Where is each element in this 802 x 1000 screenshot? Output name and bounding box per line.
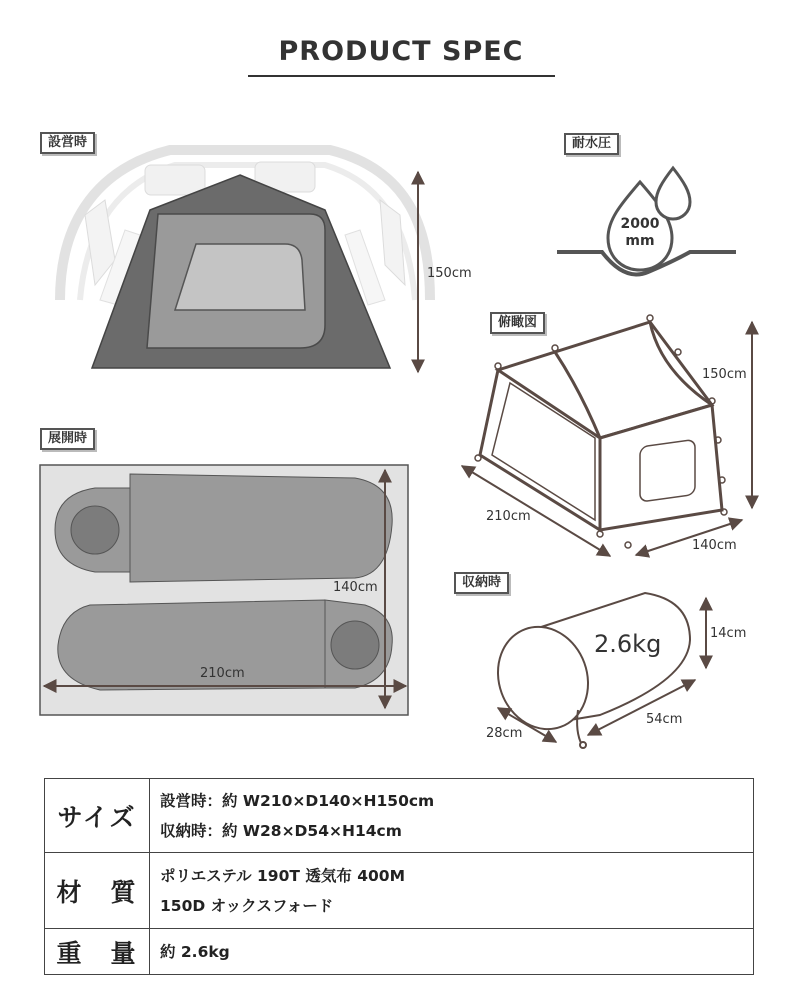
water-pressure-label bbox=[608, 216, 672, 250]
stored-height-label: 14cm bbox=[710, 626, 747, 641]
spec-weight-value bbox=[150, 929, 754, 975]
spec-weight-header: 重 量 bbox=[45, 929, 150, 975]
tag-water-pressure: 耐水圧 bbox=[564, 133, 619, 155]
spec-material-header: 材 質 bbox=[45, 853, 150, 929]
overhead-depth-label: 140cm bbox=[692, 538, 737, 553]
tag-expanded: 展開時 bbox=[40, 428, 95, 450]
spec-material-line-1: ポリエステル 190T 透気布 400M bbox=[160, 866, 406, 885]
expanded-length-label: 210cm bbox=[200, 666, 245, 681]
spec-size-header: サイズ bbox=[45, 779, 150, 853]
overhead-length-arrow bbox=[462, 466, 610, 556]
spec-material-value bbox=[150, 853, 754, 929]
spec-weight-line-1: 約 2.6kg bbox=[160, 942, 230, 961]
stored-width-label: 28cm bbox=[486, 726, 523, 741]
overhead-length-label: 210cm bbox=[486, 509, 531, 524]
spec-size-line-1: 設営時：約 W210×D140×H150cm bbox=[160, 791, 435, 810]
overhead-height-label: 150cm bbox=[702, 367, 747, 382]
stored-weight-label: 2.6kg bbox=[594, 630, 662, 658]
setup-height-label: 150cm bbox=[427, 266, 472, 281]
page-title: PRODUCT SPEC bbox=[278, 36, 524, 67]
water-pressure-unit: mm bbox=[625, 233, 655, 249]
spec-row-size bbox=[45, 779, 754, 853]
water-pressure-value: 2000 bbox=[620, 216, 660, 232]
tag-overhead: 俯瞰図 bbox=[490, 312, 545, 334]
spec-row-weight bbox=[45, 929, 754, 975]
expanded-depth-label: 140cm bbox=[333, 580, 378, 595]
setup-tent bbox=[92, 175, 390, 368]
spec-table bbox=[44, 778, 754, 975]
spec-size-line-2: 収納時：約 W28×D54×H14cm bbox=[160, 821, 402, 840]
spec-material-line-2: 150D オックスフォード bbox=[160, 896, 334, 915]
stored-length-label: 54cm bbox=[646, 712, 683, 727]
tag-setup: 設営時 bbox=[40, 132, 95, 154]
spec-row-material bbox=[45, 853, 754, 929]
spec-size-value bbox=[150, 779, 754, 853]
tag-stored: 収納時 bbox=[454, 572, 509, 594]
